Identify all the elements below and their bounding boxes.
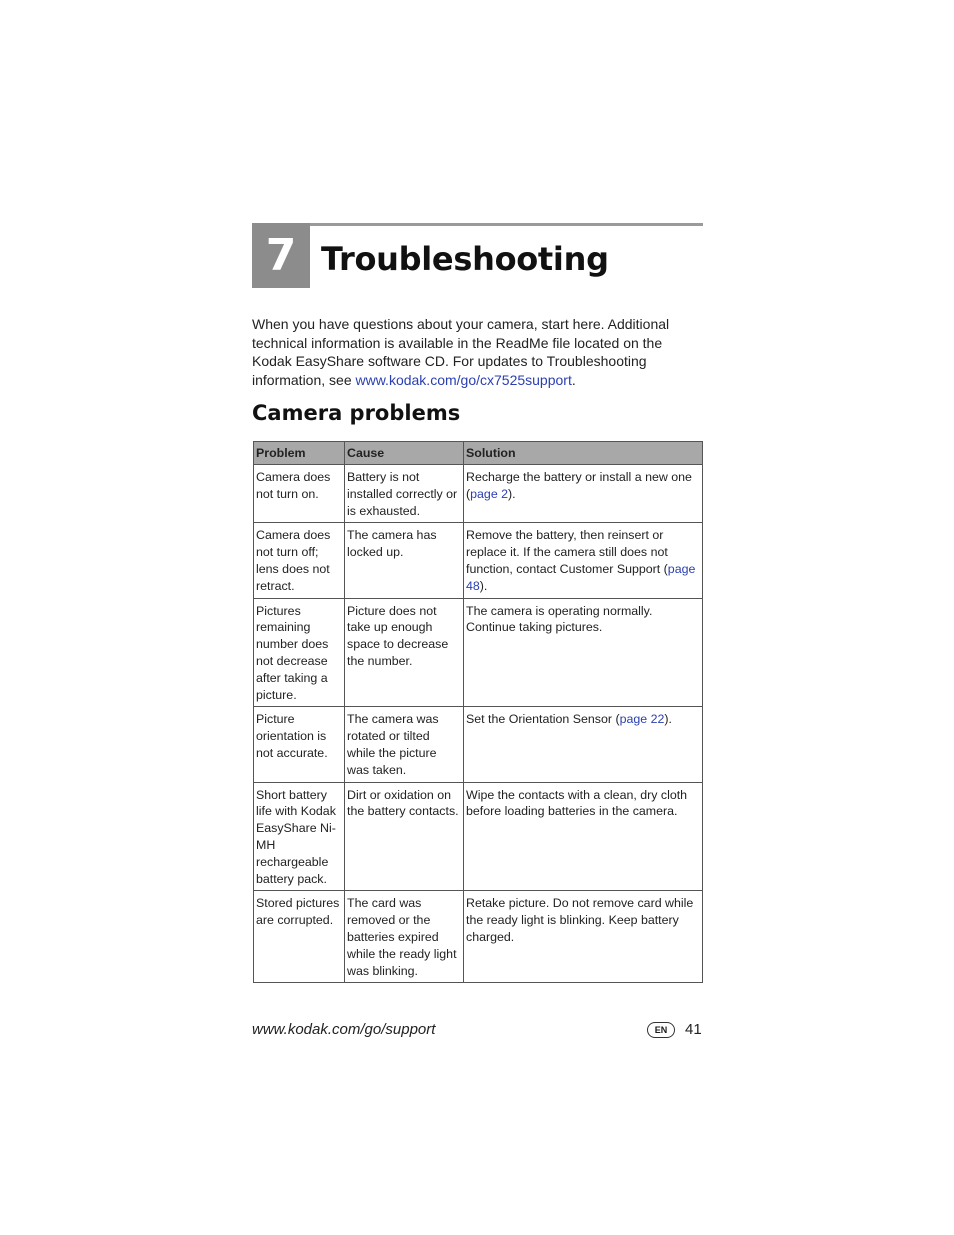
solution-cell: Retake picture. Do not remove card while the ready light is blinking. Keep battery charged. [464, 891, 703, 983]
language-badge: EN [647, 1022, 675, 1038]
cause-cell: The camera was rotated or tilted while the picture was taken. [345, 707, 464, 782]
section-title: Camera problems [252, 401, 461, 425]
table-row [254, 598, 703, 707]
intro-text: When you have questions about your camera, start here. Additional technical information is available in the ReadMe file located on the Kodak EasyShare software CD. For updates to Troubleshooting information, see [252, 316, 670, 388]
table-row [254, 523, 703, 598]
problem-cell: Camera does not turn on. [254, 465, 345, 523]
page-number: 41 [685, 1021, 702, 1038]
cause-cell: The card was removed or the batteries expired while the ready light was blinking. [345, 891, 464, 983]
table-header-row [254, 442, 703, 465]
solution-cell: Set the Orientation Sensor (page 22). [464, 707, 703, 782]
problem-cell: Camera does not turn off; lens does not retract. [254, 523, 345, 598]
problem-cell: Picture orientation is not accurate. [254, 707, 345, 782]
page-link[interactable]: page 48 [466, 561, 696, 593]
cause-cell: Battery is not installed correctly or is exhausted. [345, 465, 464, 523]
problem-cell: Stored pictures are corrupted. [254, 891, 345, 983]
header-solution: Solution [464, 442, 703, 465]
cause-cell: Dirt or oxidation on the battery contacts. [345, 782, 464, 891]
solution-cell: Wipe the contacts with a clean, dry cloth before loading batteries in the camera. [464, 782, 703, 891]
cause-cell: The camera has locked up. [345, 523, 464, 598]
header-problem: Problem [254, 442, 345, 465]
solution-cell: Remove the battery, then reinsert or replace it. If the camera still does not function, contact Customer Support (page 48). [464, 523, 703, 598]
table-row [254, 891, 703, 983]
intro-paragraph [252, 315, 704, 389]
support-link[interactable]: www.kodak.com/go/cx7525support [355, 371, 572, 388]
footer-url: www.kodak.com/go/support [252, 1021, 436, 1038]
cause-cell: Picture does not take up enough space to decrease the number. [345, 598, 464, 707]
table-row [254, 465, 703, 523]
solution-cell: Recharge the battery or install a new one (page 2). [464, 465, 703, 523]
page-link[interactable]: page 22 [619, 712, 665, 727]
page-link[interactable]: page 2 [470, 486, 509, 501]
problem-cell: Short battery life with Kodak EasyShare Ni-MH rechargeable battery pack. [254, 782, 345, 891]
chapter-rule [252, 223, 703, 226]
solution-cell: The camera is operating normally. Continue taking pictures. [464, 598, 703, 707]
intro-end: . [571, 371, 576, 388]
problem-cell: Pictures remaining number does not decrease after taking a picture. [254, 598, 345, 707]
table-row [254, 782, 703, 891]
table-row [254, 707, 703, 782]
chapter-number: 7 [252, 223, 310, 288]
troubleshooting-table [253, 441, 703, 983]
header-cause: Cause [345, 442, 464, 465]
page-title: Troubleshooting [321, 240, 609, 278]
